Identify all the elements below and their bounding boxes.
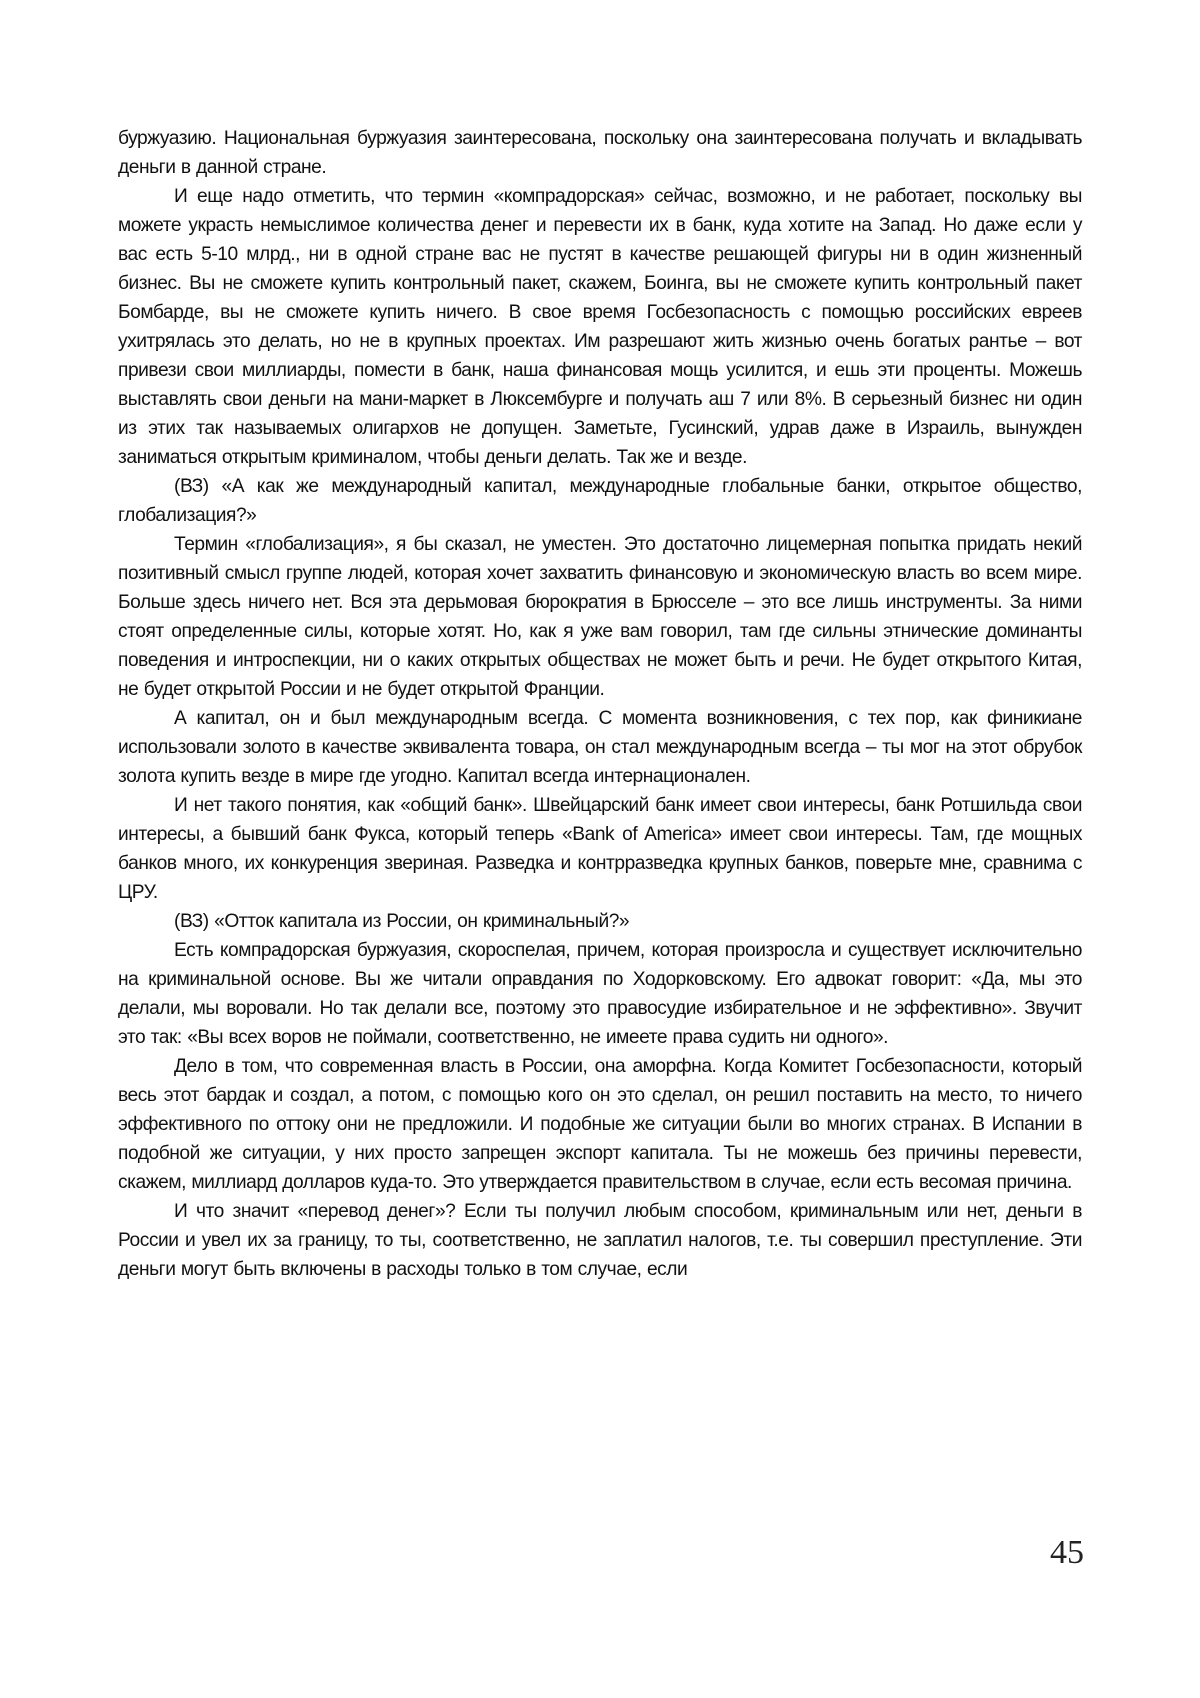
paragraph-2: И еще надо отметить, что термин «компрадорская» сейчас, возможно, и не работает, поскольку вы можете украсть немыслимое количества денег и перевести их в банк, куда хотите на Запад. Но даже если у вас есть 5-10 млрд., ни в одной стране вас не пустят в качестве решающей фигуры ни в один жизненный бизнес. Вы не сможете купить контрольный пакет, скажем, Боинга, вы не сможете купить контрольный пакет Бомбарде, вы не сможете купить ничего. В свое время Госбезопасность с помощью российских евреев ухитрялась это делать, но не в крупных проектах. Им разрешают жить жизнью очень богатых рантье – вот привези свои миллиарды, помести в банк, наша финансовая мощь усилится, и ешь эти проценты. Можешь выставлять свои деньги на мани-маркет в Люксембурге и получать аш 7 или 8%. В серьезный бизнес ни один из этих так называемых олигархов не допущен. Заметьте, Гусинский, удрав даже в Израиль, вынужден заниматься открытым криминалом, чтобы деньги делать. Так же и везде. xyxy=(118,186,1082,468)
paragraph-3: (ВЗ) «А как же международный капитал, международные глобальные банки, открытое общество, глобализация?» xyxy=(118,476,1082,526)
paragraph-6: И нет такого понятия, как «общий банк». Швейцарский банк имеет свои интересы, банк Ротшильда свои интересы, а бывший банк Фукса, который теперь «Bank of America» имеет свои интересы. Там, где мощных банков много, их конкуренция звериная. Разведка и контрразведка крупных банков, поверьте мне, сравнима с ЦРУ. xyxy=(118,795,1082,903)
page-body xyxy=(118,124,1082,1284)
paragraph-10: И что значит «перевод денег»? Если ты получил любым способом, криминальным или нет, деньги в России и увел их за границу, то ты, соответственно, не заплатил налогов, т.е. ты совершил преступление. Эти деньги могут быть включены в расходы только в том случае, если xyxy=(118,1201,1082,1280)
paragraph-7: (ВЗ) «Отток капитала из России, он криминальный?» xyxy=(174,911,630,932)
paragraph-1: буржуазию. Национальная буржуазия заинтересована, поскольку она заинтересована получать и вкладывать деньги в данной стране. xyxy=(118,128,1082,178)
paragraph-4: Термин «глобализация», я бы сказал, не уместен. Это достаточно лицемерная попытка придать некий позитивный смысл группе людей, которая хочет захватить финансовую и экономическую власть во всем мире. Больше здесь ничего нет. Вся эта дерьмовая бюрократия в Брюсселе – это все лишь инструменты. За ними стоят определенные силы, которые хотят. Но, как я уже вам говорил, там где сильны этнические доминанты поведения и интроспекции, ни о каких открытых обществах не может быть и речи. Не будет открытого Китая, не будет открытой России и не будет открытой Франции. xyxy=(118,534,1082,700)
paragraph-5: А капитал, он и был международным всегда. С момента возникновения, с тех пор, как финикиане использовали золото в качестве эквивалента товара, он стал международным всегда – ты мог на этот обрубок золота купить везде в мире где угодно. Капитал всегда интернационален. xyxy=(118,708,1082,787)
page-number: 45 xyxy=(1050,1534,1084,1571)
paragraph-9: Дело в том, что современная власть в России, она аморфна. Когда Комитет Госбезопасности, который весь этот бардак и создал, а потом, с помощью кого он это сделал, он решил поставить на место, то ничего эффективного по оттоку они не предложили. И подобные же ситуации были во многих странах. В Испании в подобной же ситуации, у них просто запрещен экспорт капитала. Ты не можешь без причины перевести, скажем, миллиард долларов куда-то. Это утверждается правительством в случае, если есть весомая причина. xyxy=(118,1056,1082,1193)
paragraph-8: Есть компрадорская буржуазия, скороспелая, причем, которая произросла и существует исключительно на криминальной основе. Вы же читали оправдания по Ходорковскому. Его адвокат говорит: «Да, мы это делали, мы воровали. Но так делали все, поэтому это правосудие избирательное и не эффективно». Звучит это так: «Вы всех воров не поймали, соответственно, не имеете права судить ни одного». xyxy=(118,940,1082,1048)
